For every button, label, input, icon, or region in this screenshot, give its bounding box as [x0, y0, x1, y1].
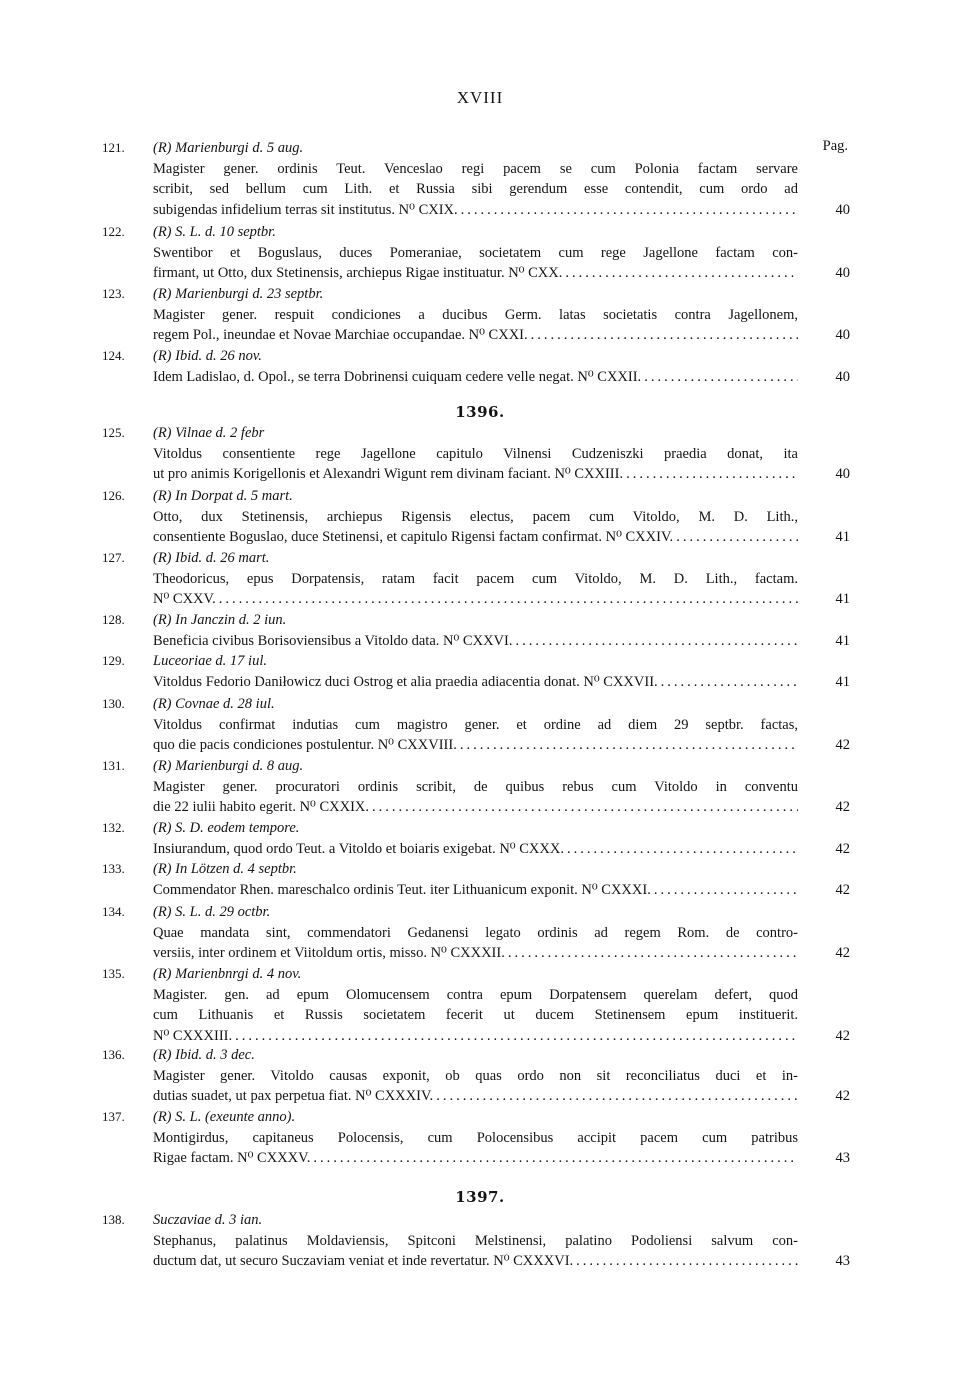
entry-text: N⁰ CXXXIII.	[153, 1027, 233, 1044]
dot-leader	[573, 1251, 798, 1271]
entry-date: (R) Marienburgi d. 23 septbr.	[153, 286, 324, 302]
entry-number: 134.	[102, 904, 125, 919]
entry-date: (R) S. L. d. 10 septbr.	[153, 224, 276, 240]
entry-number: 122.	[102, 224, 125, 239]
entry-number: 135.	[102, 966, 125, 981]
entry-text-last-line	[153, 880, 798, 900]
page-reference: 42	[835, 881, 850, 898]
entry-text-line: Montigirdus, capitaneus Polocensis, cum Polocensibus accipit pacem cum patribus	[153, 1129, 798, 1146]
dot-leader	[651, 880, 798, 900]
entry-text: firmant, ut Otto, dux Stetinensis, archiepus Rigae instituatur. N⁰ CXX.	[153, 265, 563, 282]
dot-leader	[562, 263, 798, 283]
entry-date: (R) Marienburgi d. 8 aug.	[153, 758, 304, 774]
page-reference: 42	[835, 737, 850, 754]
entry-text-line: Magister gener. ordinis Teut. Venceslao regi pacem se cum Polonia factam servare	[153, 160, 798, 177]
entry-text-line: Magister gener. procuratori ordinis scribit, de quibus rebus cum Vitoldo in conventu	[153, 778, 798, 795]
entry-text: quo die pacis condiciones postulentur. N⁰ CXXVIII.	[153, 737, 457, 754]
page-reference: 40	[835, 466, 850, 483]
page-reference: 42	[835, 1088, 850, 1105]
page-reference: 40	[835, 327, 850, 344]
entry-text-line: Magister. gen. ad epum Olomucensem contra epum Dorpatensem querelam defert, quod	[153, 986, 798, 1003]
entry-number: 128.	[102, 612, 125, 627]
page-reference: 42	[835, 840, 850, 857]
entry-text-last-line	[153, 943, 798, 963]
dot-leader	[673, 527, 798, 547]
entry-number: 131.	[102, 758, 125, 773]
entry-date: (R) In Janczin d. 2 iun.	[153, 612, 287, 628]
entry-text: die 22 iulii habito egerit. N⁰ CXXIX.	[153, 799, 370, 816]
entry-text-line: cum Lithuanis et Russis societatem fecerit ut ducem Stetinensem epum instituerit.	[153, 1007, 798, 1024]
entry-text: ductum dat, ut securo Suczaviam veniat et inde revertatur. N⁰ CXXXVI.	[153, 1253, 574, 1270]
page-reference: 41	[835, 673, 850, 690]
page-reference: 41	[835, 529, 850, 546]
entry-date: (R) S. L. d. 29 octbr.	[153, 904, 271, 920]
dot-leader	[505, 943, 798, 963]
page-reference: 40	[835, 265, 850, 282]
dot-leader	[641, 367, 798, 387]
entry-date: (R) S. D. eodem tempore.	[153, 820, 300, 836]
year-heading: 1397.	[455, 1188, 505, 1206]
page-number-roman: XVIII	[456, 88, 504, 107]
entry-number: 137.	[102, 1109, 125, 1124]
entry-text-last-line	[153, 1026, 798, 1046]
entry-number: 136.	[102, 1047, 125, 1062]
entry-text-last-line	[153, 1086, 798, 1106]
entry-text: versiis, inter ordinem et Viitoldum ortis, misso. N⁰ CXXXII.	[153, 945, 505, 962]
entry-text: Insiurandum, quod ordo Teut. a Vitoldo et boiaris exigebat. N⁰ CXXX.	[153, 840, 564, 857]
entry-text-line: Swentibor et Boguslaus, duces Pomeraniae, societatem cum rege Jagellone factam con-	[153, 244, 798, 261]
entry-number: 125.	[102, 425, 125, 440]
entry-text-last-line	[153, 797, 798, 817]
entry-text-line: Vitoldus confirmat indutias cum magistro gener. et ordine ad diem 29 septbr. factas,	[153, 716, 798, 733]
entry-date: (R) Covnae d. 28 iul.	[153, 696, 275, 712]
entry-text-last-line	[153, 589, 798, 609]
entry-text: Vitoldus Fedorio Daniłowicz duci Ostrog et alia praedia adiacentia donat. N⁰ CXXVII.	[153, 673, 658, 690]
entry-date: (R) Vilnae d. 2 febr	[153, 425, 265, 441]
entry-text-last-line	[153, 1148, 798, 1168]
entry-text: regem Pol., ineundae et Novae Marchiae occupandae. N⁰ CXXI.	[153, 327, 528, 344]
entry-date: (R) Ibid. d. 3 dec.	[153, 1047, 255, 1063]
entry-text: Commendator Rhen. mareschalco ordinis Teut. iter Lithuanicum exponit. N⁰ CXXXI.	[153, 881, 651, 898]
entry-number: 124.	[102, 348, 125, 363]
entry-number: 133.	[102, 861, 125, 876]
dot-leader	[310, 1148, 798, 1168]
entry-text-line: Magister gener. respuit condiciones a ducibus Germ. latas societatis contra Jagellonem,	[153, 306, 798, 323]
entry-text-last-line	[153, 263, 798, 283]
entry-number: 126.	[102, 488, 125, 503]
entry-text: Idem Ladislao, d. Opol., se terra Dobrinensi cuiquam cedere velle negat. N⁰ CXXII.	[153, 368, 642, 385]
entry-text-line: Otto, dux Stetinensis, archiepus Rigensis electus, pacem cum Vitoldo, M. D. Lith.,	[153, 508, 798, 525]
page-reference: 40	[835, 368, 850, 385]
dot-leader	[623, 464, 798, 484]
dot-leader	[528, 325, 798, 345]
entry-text-line: Magister gener. Vitoldo causas exponit, ob quas ordo non sit reconciliatus duci et in-	[153, 1067, 798, 1084]
entry-text-last-line	[153, 200, 798, 220]
entry-number: 123.	[102, 286, 125, 301]
dot-leader	[658, 672, 798, 692]
entry-number: 132.	[102, 820, 125, 835]
entry-text-last-line	[153, 672, 798, 692]
dot-leader	[564, 839, 798, 859]
entry-text-last-line	[153, 631, 798, 651]
entry-number: 121.	[102, 140, 125, 155]
entry-date: (R) In Dorpat d. 5 mart.	[153, 488, 293, 504]
entry-date: Luceoriae d. 17 iul.	[153, 653, 267, 669]
entry-text: Rigae factam. N⁰ CXXXV.	[153, 1150, 311, 1167]
entry-date: (R) Ibid. d. 26 nov.	[153, 348, 262, 364]
entry-date: (R) In Lötzen d. 4 septbr.	[153, 861, 297, 877]
entry-number: 127.	[102, 550, 125, 565]
entry-text-last-line	[153, 1251, 798, 1271]
entry-text-last-line	[153, 735, 798, 755]
entry-text-line: Stephanus, palatinus Moldaviensis, Spitconi Melstinensi, palatino Podoliensi salvum con-	[153, 1232, 798, 1249]
entry-text-line: Theodoricus, epus Dorpatensis, ratam facit pacem cum Vitoldo, M. D. Lith., factam.	[153, 570, 798, 587]
entry-text: ut pro animis Korigellonis et Alexandri Wigunt rem divinam faciant. N⁰ CXXIII.	[153, 466, 624, 483]
entry-text: Beneficia civibus Borisoviensibus a Vitoldo data. N⁰ CXXVI.	[153, 632, 513, 649]
entry-text: subigendas infidelium terras sit institutus. N⁰ CXIX.	[153, 201, 458, 218]
page-reference: 42	[835, 799, 850, 816]
dot-leader	[457, 735, 798, 755]
entry-number: 130.	[102, 696, 125, 711]
dot-leader	[216, 589, 798, 609]
entry-text: N⁰ CXXV.	[153, 591, 216, 608]
entry-text: consentiente Boguslao, duce Stetinensi, et capitulo Rigensi factam confirmat. N⁰ CXXIV.	[153, 529, 674, 546]
page-reference: 42	[835, 945, 850, 962]
page-reference: 43	[835, 1150, 850, 1167]
entry-text-line: Quae mandata sint, commendatori Gedanensi legato ordinis ad regem Rom. de contro-	[153, 924, 798, 941]
entry-text-last-line	[153, 464, 798, 484]
entry-text-last-line	[153, 367, 798, 387]
entry-number: 129.	[102, 653, 125, 668]
page-column-label: Pag.	[822, 138, 848, 154]
entry-date: (R) Marienbnrgi d. 4 nov.	[153, 966, 302, 982]
entry-text-last-line	[153, 325, 798, 345]
page-reference: 41	[835, 591, 850, 608]
entry-date: (R) Marienburgi d. 5 aug.	[153, 140, 304, 156]
entry-number: 138.	[102, 1212, 125, 1227]
dot-leader	[232, 1026, 798, 1046]
entry-text-line: scribit, sed bellum cum Lith. et Russia sibi gerendum esse contendit, cum ordo ad	[153, 181, 798, 198]
entry-text-line: Vitoldus consentiente rege Jagellone capitulo Vilnensi Cudzeniszki praedia donat, ita	[153, 445, 798, 462]
dot-leader	[512, 631, 798, 651]
dot-leader	[458, 200, 798, 220]
entry-text: dutias suadet, ut pax perpetua fiat. N⁰ CXXXIV.	[153, 1088, 434, 1105]
page-reference: 40	[835, 201, 850, 218]
page-reference: 41	[835, 632, 850, 649]
page-reference: 42	[835, 1027, 850, 1044]
page-reference: 43	[835, 1253, 850, 1270]
entry-date: (R) Ibid. d. 26 mart.	[153, 550, 270, 566]
dot-leader	[369, 797, 798, 817]
entry-date: (R) S. L. (exeunte anno).	[153, 1109, 296, 1125]
entry-text-last-line	[153, 527, 798, 547]
entry-date: Suczaviae d. 3 ian.	[153, 1212, 263, 1228]
entry-text-last-line	[153, 839, 798, 859]
year-heading: 1396.	[455, 403, 505, 421]
dot-leader	[433, 1086, 798, 1106]
